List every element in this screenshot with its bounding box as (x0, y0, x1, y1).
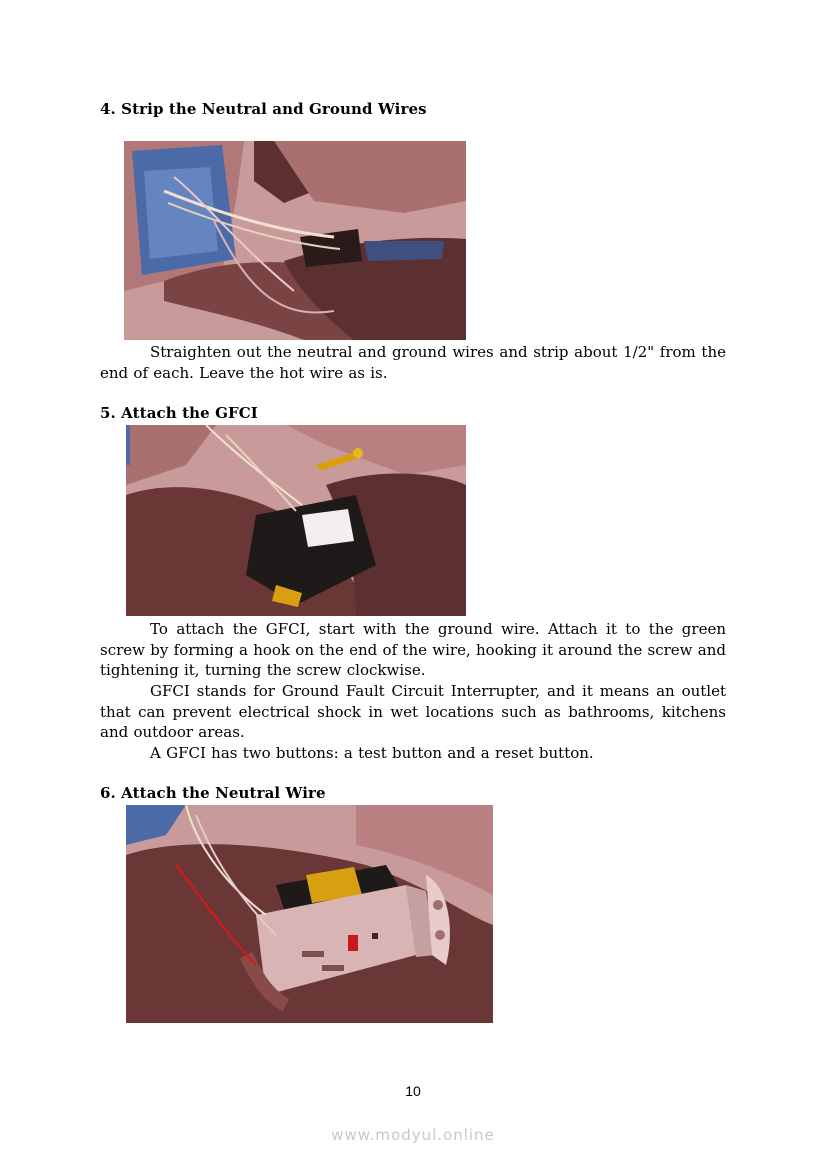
reset-button (348, 935, 358, 951)
attach-neutral-photo (126, 805, 493, 1023)
attach-gfci-paragraph-2: GFCI stands for Ground Fault Circuit Interrupter, and it means an outlet that can prevent electrical shock in wet locations such as bathrooms, kitchens and outdoor areas. (100, 682, 726, 742)
attach-gfci-paragraph-3: A GFCI has two buttons: a test button and a reset button. (150, 744, 594, 762)
section-heading-strip-wires: 4. Strip the Neutral and Ground Wires (100, 100, 427, 118)
page-number: 10 (405, 1083, 421, 1099)
attach-gfci-paragraph-1: To attach the GFCI, start with the ground wire. Attach it to the green screw by forming a hook on the end of the wire, hooking it around the screw and tightening it, turning the screw clockwise. (100, 620, 726, 680)
strip-wires-photo (124, 141, 466, 340)
watermark: www.modyul.online (331, 1126, 495, 1144)
section-heading-attach-gfci: 5. Attach the GFCI (100, 404, 258, 422)
attach-gfci-photo (126, 425, 466, 616)
strip-wires-paragraph: Straighten out the neutral and ground wires and strip about 1/2" from the end of each. Leave the hot wire as is. (100, 343, 726, 382)
section-heading-attach-neutral: 6. Attach the Neutral Wire (100, 784, 326, 802)
